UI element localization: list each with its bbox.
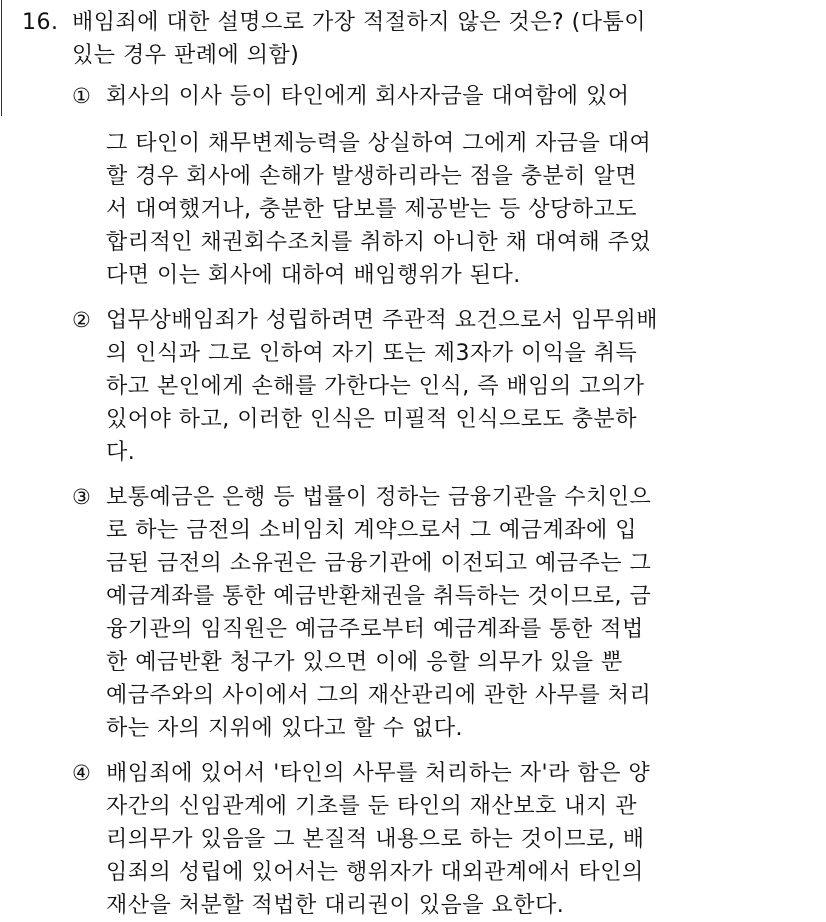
option-line: 할 경우 회사에 손해가 발생하리라는 점을 충분히 알면: [106, 164, 637, 189]
option-line: 재산을 처분할 적법한 대리권이 있음을 요한다.: [106, 893, 565, 918]
option-line: 합리적인 채권회수조치를 취하지 아니한 채 대여해 주었: [106, 230, 652, 255]
option-1[interactable]: [72, 80, 802, 292]
question-text-line: 있는 경우 판례에 의함): [72, 43, 300, 68]
question-text-line: 배임죄에 대한 설명으로 가장 적절하지 않은 것은? (다툼이: [72, 10, 647, 35]
option-line: 하고 본인에게 손해를 가한다는 인식, 즉 배임의 고의가: [106, 374, 645, 399]
option-line: 그 타인이 채무변제능력을 상실하여 그에게 자금을 대여: [106, 131, 652, 156]
question-16: [22, 6, 802, 922]
option-body: [106, 304, 726, 469]
option-4[interactable]: [72, 757, 802, 922]
option-marker: ①: [72, 84, 92, 108]
option-line: 예금계좌를 통한 예금반환채권을 취득하는 것이므로, 금: [106, 584, 652, 609]
option-line: 회사의 이사 등이 타인에게 회사자금을 대여함에 있어: [106, 84, 630, 109]
option-line: 융기관의 임직원은 예금주로부터 예금계좌를 통한 적법: [106, 617, 644, 642]
question-stem: [22, 6, 802, 72]
option-line: 하는 자의 지위에 있다고 할 수 없다.: [106, 716, 463, 741]
option-2[interactable]: [72, 304, 802, 469]
option-line: 예금주와의 사이에서 그의 재산관리에 관한 사무를 처리: [106, 683, 652, 708]
option-line: 로 하는 금전의 소비임치 계약으로서 그 예금계좌에 입: [106, 518, 637, 543]
option-line: 의 인식과 그로 인하여 자기 또는 제3자가 이익을 취득: [106, 341, 638, 366]
option-body: [106, 757, 726, 922]
option-line: 배임죄에 있어서 '타인의 사무를 처리하는 자'라 함은 양: [106, 761, 651, 786]
option-line: 있어야 하고, 이러한 인식은 미필적 인식으로도 충분하: [106, 407, 637, 432]
question-number: 16.: [22, 10, 59, 35]
option-marker: ④: [72, 761, 92, 785]
option-line: 한 예금반환 청구가 있으면 이에 응할 의무가 있을 뿐: [106, 650, 623, 675]
option-marker: ③: [72, 485, 92, 509]
option-marker: ②: [72, 308, 92, 332]
option-line: 임죄의 성립에 있어서는 행위자가 대외관계에서 타인의: [106, 860, 644, 885]
option-line: 리의무가 있음을 그 본질적 내용으로 하는 것이므로, 배: [106, 827, 645, 852]
option-body: [106, 80, 726, 292]
option-line: 업무상배임죄가 성립하려면 주관적 요건으로서 임무위배: [106, 308, 659, 333]
option-3[interactable]: [72, 481, 802, 745]
option-line: 다.: [106, 440, 136, 465]
option-line: 다면 이는 회사에 대하여 배임행위가 된다.: [106, 263, 521, 288]
option-body: [106, 481, 726, 745]
question-text: [72, 6, 802, 72]
option-line: 금된 금전의 소유권은 금융기관에 이전되고 예금주는 그: [106, 551, 652, 576]
left-border-rule: [1, 0, 2, 116]
option-line: 보통예금은 은행 등 법률이 정하는 금융기관을 수치인으: [106, 485, 652, 510]
option-line: 서 대여했거나, 충분한 담보를 제공받는 등 상당하고도: [106, 197, 637, 222]
option-line: 자간의 신임관계에 기초를 둔 타인의 재산보호 내지 관: [106, 794, 637, 819]
